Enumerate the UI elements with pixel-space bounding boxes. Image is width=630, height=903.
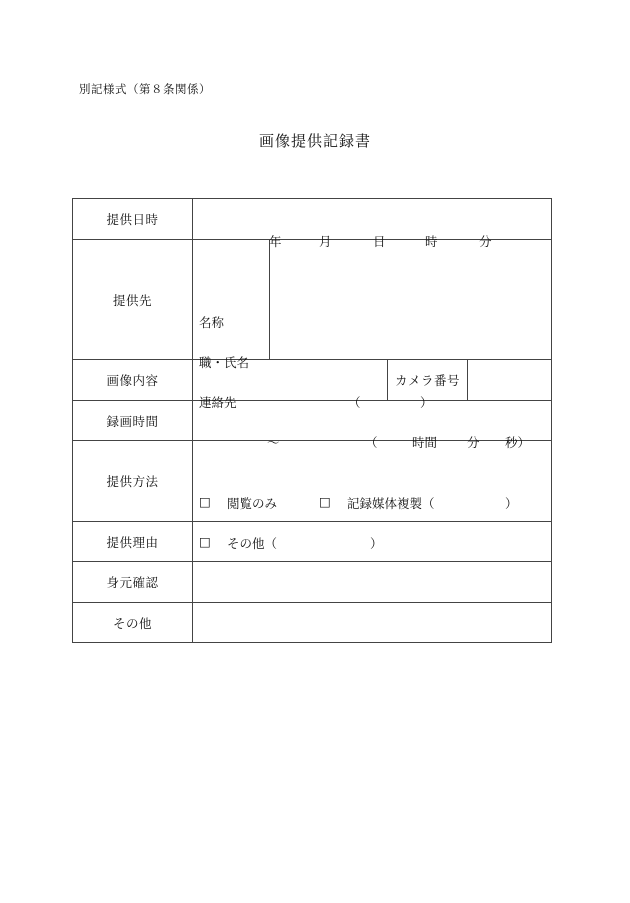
provision-datetime-label: 提供日時: [73, 199, 193, 240]
media-copy-checkbox[interactable]: □: [319, 494, 331, 509]
record-form-table: [72, 198, 552, 643]
row-provision-datetime: [73, 199, 552, 240]
camera-number-label: カメラ番号: [388, 360, 468, 401]
recipient-position-name-label: 職・氏名: [199, 354, 250, 370]
view-only-label: 閲覧のみ: [227, 496, 278, 511]
row-provision-reason: [73, 522, 552, 562]
recipient-contact-label: 連絡先: [199, 394, 237, 410]
day-unit: 日: [373, 234, 386, 249]
other-method-checkbox[interactable]: □: [199, 534, 211, 549]
row-identity-check: [73, 562, 552, 603]
hour-unit: 時: [425, 234, 438, 249]
row-recipient: [73, 240, 552, 360]
other-field[interactable]: [193, 603, 552, 643]
provision-datetime-field[interactable]: [193, 199, 552, 249]
document-title: 画像提供記録書: [258, 132, 371, 150]
provision-method-field: [193, 441, 552, 551]
other-method-paren-close: ）: [370, 536, 383, 551]
recording-hours-unit: 時間: [412, 434, 438, 450]
media-copy-paren-close: ）: [505, 496, 518, 511]
recipient-label: 提供先: [73, 240, 193, 360]
provision-reason-label: 提供理由: [73, 522, 193, 562]
identity-check-field[interactable]: [193, 562, 552, 603]
row-provision-method: [73, 441, 552, 522]
other-method-label: その他（: [227, 536, 278, 551]
recording-time-field[interactable]: [193, 401, 552, 450]
form-style-note: 別記様式（第８条関係）: [79, 82, 211, 96]
year-unit: 年: [269, 234, 282, 249]
identity-check-label: 身元確認: [73, 562, 193, 603]
recording-tilde: ～: [267, 434, 280, 450]
row-other: [73, 603, 552, 643]
view-only-checkbox[interactable]: □: [199, 494, 211, 509]
contact-paren-open: （: [348, 394, 361, 410]
recording-time-label: 録画時間: [73, 401, 193, 441]
recipient-subfield-labels: [193, 240, 270, 410]
minute-unit: 分: [479, 234, 492, 249]
row-recording-time: [73, 401, 552, 441]
media-copy-label: 記録媒体複製（: [347, 496, 435, 511]
row-image-content: [73, 360, 552, 401]
recipient-name-label: 名称: [199, 314, 225, 330]
camera-number-field[interactable]: [468, 360, 552, 401]
recording-seconds-unit: 秒）: [505, 434, 531, 450]
image-content-label: 画像内容: [73, 360, 193, 401]
recording-minutes-unit: 分: [467, 434, 480, 450]
provision-method-label: 提供方法: [73, 441, 193, 522]
contact-paren-close: ）: [420, 394, 433, 410]
month-unit: 月: [319, 234, 332, 249]
recording-paren-open: （: [365, 434, 378, 450]
other-label: その他: [73, 603, 193, 643]
